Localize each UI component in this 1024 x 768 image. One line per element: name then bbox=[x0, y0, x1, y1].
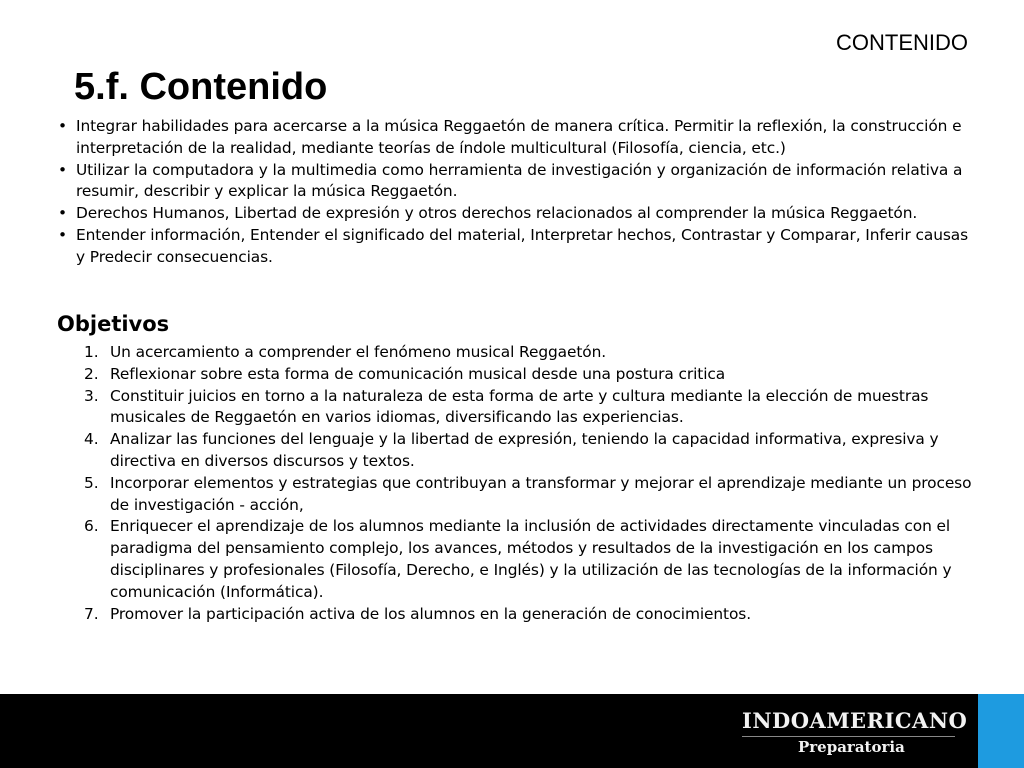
objective-text: Analizar las funciones del lenguaje y la libertad de expresión, teniendo la capacidad informativa, expresiva y directiva en diversos discursos y textos. bbox=[110, 430, 939, 470]
objective-number: 2. bbox=[84, 364, 99, 383]
objective-number: 3. bbox=[84, 386, 99, 405]
contenido-bullet-list bbox=[58, 116, 973, 269]
bullet-item: • Utilizar la computadora y la multimedia como herramienta de investigación y organización de información relativa a resumir, describir y explicar la música Reggaetón. bbox=[58, 160, 973, 204]
logo-subtitle: Preparatoria bbox=[798, 738, 905, 756]
objective-item bbox=[84, 516, 974, 603]
objective-item bbox=[84, 364, 974, 386]
objective-item bbox=[84, 473, 974, 517]
logo-divider bbox=[742, 736, 955, 737]
indoamericano-logo bbox=[742, 706, 968, 758]
objetivos-heading: Objetivos bbox=[57, 312, 170, 336]
objective-item bbox=[84, 386, 974, 430]
objective-item bbox=[84, 604, 974, 626]
objective-number: 7. bbox=[84, 604, 99, 623]
bullet-item: • Entender información, Entender el significado del material, Interpretar hechos, Contrastar y Comparar, Inferir causas y Predecir consecuencias. bbox=[58, 225, 973, 269]
objective-number: 6. bbox=[84, 517, 99, 536]
objective-text: Incorporar elementos y estrategias que contribuyan a transformar y mejorar el aprendizaje mediante un proceso de investigación - acción, bbox=[110, 473, 972, 514]
slide-title: 5.f. Contenido bbox=[74, 66, 328, 108]
logo-brand-name: INDOAMERICANO bbox=[742, 708, 968, 733]
objective-text: Promover la participación activa de los alumnos en la generación de conocimientos. bbox=[110, 604, 752, 623]
objective-text: Constituir juicios en torno a la naturaleza de esta forma de arte y cultura mediante la elección de muestras musicales de Reggaetón en varios idiomas, diversificando las experiencias. bbox=[110, 386, 929, 427]
bullet-item: • Integrar habilidades para acercarse a la música Reggaetón de manera crítica. Permitir la reflexión, la construcción e interpretación de la realidad, mediante teorías de índole multicultural (Filosofía, ciencia, etc.) bbox=[58, 116, 973, 160]
footer-accent-block bbox=[978, 694, 1024, 768]
bullet-item: • Derechos Humanos, Libertad de expresión y otros derechos relacionados al comprender la música Reggaetón. bbox=[58, 203, 973, 225]
objective-number: 1. bbox=[84, 343, 99, 361]
objective-text: Reflexionar sobre esta forma de comunicación musical desde una postura critica bbox=[110, 364, 726, 383]
objective-item bbox=[84, 429, 974, 473]
section-label: CONTENIDO bbox=[836, 30, 968, 55]
objective-text: Un acercamiento a comprender el fenómeno musical Reggaetón. bbox=[110, 343, 607, 361]
objective-number: 4. bbox=[84, 430, 99, 449]
objetivos-list bbox=[84, 342, 974, 625]
objective-text: Enriquecer el aprendizaje de los alumnos mediante la inclusión de actividades directamente vinculadas con el paradigma del pensamiento complejo, los avances, métodos y resultados de la investigación en los campos disciplinares y profesionales (Filosofía, Derecho, e Inglés) y la utilización de las tecnologías de la información y comunicación (Informática). bbox=[110, 517, 952, 601]
objective-item bbox=[84, 342, 974, 364]
objective-number: 5. bbox=[84, 473, 99, 492]
